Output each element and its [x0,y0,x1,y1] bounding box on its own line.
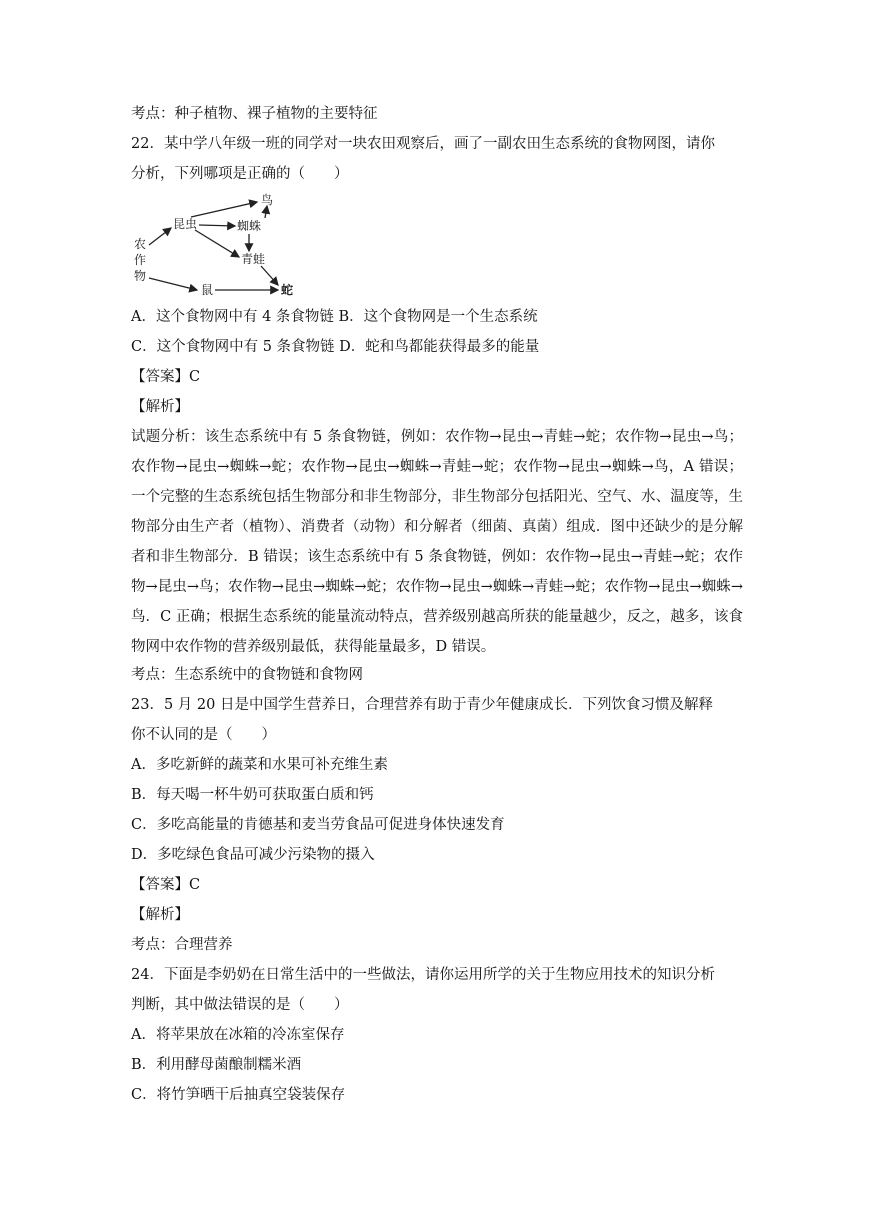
node-bird: 鸟 [261,193,274,207]
question-24-option-b: B．利用酵母菌酿制糯米酒 [131,1057,302,1073]
analysis-22: 试题分析：该生态系统中有 5 条食物链，例如：农作物→昆虫→青蛙→蛇；农作物→昆虫→鸟；农作物→昆虫→蜘蛛→蛇；农作物→昆虫→蜘蛛→青蛙→蛇；农作物→昆虫→蜘蛛→鸟，A 错误；一个完整的生态系统包括生物部分和非生物部分，非生物部分包括阳光、空气、水、温度等，生物部分由生产者（植物）、消费者（动物）和分解者（细菌、真菌）组成．图中还缺少的是分解者和非生物部分．B 错误；该生态系统中有 5 条食物链，例如：农作物→昆虫→青蛙→蛇；农作物→昆虫→鸟；农作物→昆虫→蜘蛛→蛇；农作物→昆虫→蜘蛛→青蛙→蛇；农作物→昆虫→蜘蛛→鸟．C 正确；根据生态系统的能量流动特点，营养级别越高所获的能量越少，反之，越多，该食物网中农作物的营养级别最低，获得能量最多，D 错误。 [131,429,743,655]
question-22-options-ab: A．这个食物网中有 4 条食物链 B．这个食物网是一个生态系统 [131,309,538,325]
answer-23: 【答案】C [131,877,201,893]
node-crop-3: 物 [134,269,147,283]
question-24-option-c: C．将竹笋晒干后抽真空袋装保存 [131,1087,346,1103]
question-22-options-cd: C．这个食物网中有 5 条食物链 D．蛇和鸟都能获得最多的能量 [131,339,540,355]
node-spider: 蜘蛛 [237,219,262,233]
analysis-heading-22: 【解析】 [131,399,189,415]
food-web-diagram [131,190,294,300]
question-23-stem: 23．5 月 20 日是中国学生营养日，合理营养有助于青少年健康成长．下列饮食习惯及解释 [131,697,713,713]
question-23-option-a: A．多吃新鲜的蔬菜和水果可补充维生素 [131,757,388,773]
question-23-option-c: C．多吃高能量的肯德基和麦当劳食品可促进身体快速发育 [131,817,505,833]
food-web-arrows [149,202,278,290]
node-crop-1: 农 [134,237,147,251]
question-23-stem-cont: 你不认同的是（ ） [131,727,276,743]
node-frog: 青蛙 [241,252,266,266]
question-22-stem-cont: 分析，下列哪项是正确的（ ） [131,166,349,182]
knowledge-point: 考点：种子植物、裸子植物的主要特征 [131,106,378,122]
node-insect: 昆虫 [173,217,198,231]
question-24-option-a: A．将苹果放在冰箱的冷冻室保存 [131,1027,345,1043]
analysis-heading-23: 【解析】 [131,907,189,923]
question-24-stem-cont: 判断，其中做法错误的是（ ） [131,997,349,1013]
question-23-option-b: B．每天喝一杯牛奶可获取蛋白质和钙 [131,787,374,803]
node-snake: 蛇 [281,283,294,297]
question-23-option-d: D．多吃绿色食品可减少污染物的摄入 [131,847,375,863]
answer-22: 【答案】C [131,369,201,385]
node-mouse: 鼠 [201,283,214,297]
question-22-stem: 22．某中学八年级一班的同学对一块农田观察后，画了一副农田生态系统的食物网图，请你 [131,136,715,152]
knowledge-point-23: 考点：合理营养 [131,937,233,953]
node-crop-2: 作 [134,253,147,267]
knowledge-point-22: 考点：生态系统中的食物链和食物网 [131,667,363,683]
question-24-stem: 24．下面是李奶奶在日常生活中的一些做法，请你运用所学的关于生物应用技术的知识分析 [131,967,715,983]
